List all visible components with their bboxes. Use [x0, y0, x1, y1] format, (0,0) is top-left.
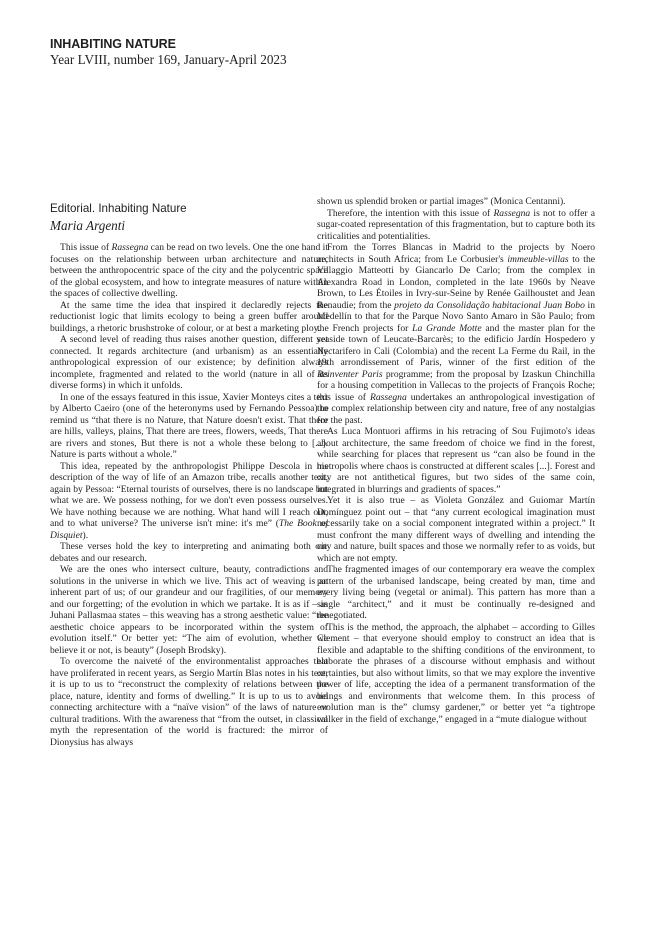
paragraph: This is the method, the approach, the alphabet – according to Gilles Clement – that everyone should employ to construct an idea that is flexible and adaptable to the shifting conditions of the environment, to elaborate the phrases of a discourse without emphasis and without certainties, but also without limits, so that we may explore the inventive power of life, accepting the idea of a permanent transformation of the beings and environments that welcome them. In this process of evolution man is the” clumsy gardener,” or better yet “a tightrope walker in the field of exchange,” engaged in a “mute dialogue without — [317, 621, 595, 725]
left-text-column — [50, 242, 328, 902]
paragraph: As Luca Montuori affirms in his retracing of Sou Fujimoto's ideas about architecture, the same freedom of choice we find in the forest, while searching for places that represent us “can also be found in the metropolis where chaos is constructed at different scales [...]. Forest and city are not antithetical figures, but two sides of the same coin, integrated in blurrings and gradients of spaces.” — [317, 426, 595, 495]
paragraph: shown us splendid broken or partial images” (Monica Centanni). — [317, 196, 566, 207]
paragraph: Yet it is also true – as Violeta González and Guiomar Martín Domínguez point out – that “any current ecological imagination must necessarily take on a social component integrated within a project.” It must confront the many different ways of dwelling and intending the city and nature, built spaces and those we normally refer to as voids, but which are not empty. — [317, 495, 595, 564]
editorial-heading: Editorial. Inhabiting Nature — [50, 202, 187, 215]
journal-issue: Year LVIII, number 169, January-April 2023 — [50, 52, 287, 67]
paragraph: In one of the essays featured in this issue, Xavier Monteys cites a text by Alberto Caeiro (one of the heteronyms used by Fernando Pessoa) to remind us “that there is no Nature, that Nature doesn't exist. That there are hills, valleys, plains, That there are trees, flowers, weeds, That there are rivers and stones, But there is not a whole these belong to [...]. Nature is parts without a whole.” — [50, 391, 328, 460]
paragraph: These verses hold the key to interpreting and animating both our debates and our research. — [50, 541, 328, 564]
paragraph: We are the ones who intersect culture, beauty, contradictions and solutions in the universe in which we live. This act of weaving is an inherent part of us; of our grandeur and our fragilities, of our memory and our forgetting; of the evolution in which we partake. It is as if – as Juhani Pallasmaa states – this weaving has a strong aesthetic value: “the aesthetic choice appears to be incorporated within the system of evolution itself.” Or better yet: “The aim of evolution, whether we believe it or not, is beauty” (Joseph Brodsky). — [50, 564, 328, 656]
paragraph: To overcome the naiveté of the environmentalist approaches that have proliferated in recent years, as Sergio Martín Blas notes in his text, it is up to us to “reconstruct the complexity of relations between the place, nature, identity and forms of dwelling.” It is up to us to avoid connecting architecture with a “naïve vision” of the laws of nature or cultural traditions. With the awareness that “from the outset, in classical myth the representation of the world is fractured: the mirror of Dionysius has always — [50, 656, 328, 748]
journal-title: INHABITING NATURE — [50, 37, 176, 51]
paragraph: From the Torres Blancas in Madrid to the projects by Noero architects in South Africa; from Le Corbusier's immeuble-villas to the Villaggio Matteotti by Giancarlo De Carlo; from the complex in Alexandra Road in London, completed in the late 1960s by Neave Brown, to Les Étoiles in Ivry-sur-Seine by Renée Gailhoustet and Jean Renaudie; from the projeto da Consolidação habitacional Juan Bobo in Medellín to that for the Parque Novo Santo Amaro in São Paulo; from the French projects for La Grande Motte and the master plan for the seaside town of Leucate-Barcarès; to the edificio Jardín Hospedero y Nectarifero in Cali (Colombia) and the recent La Ferme du Rail, in the 19th arrondissement of Paris, winner of the first edition of the Reinventer Paris programme; from the proposal by Izaskun Chinchilla for a housing competition in Vallecas to the projects of François Roche; this issue of Rassegna undertakes an anthropological investigation of the complex relationship between city and nature, free of any nostalgias for the past. — [317, 242, 595, 426]
paragraph: Therefore, the intention with this issue of Rassegna is not to offer a sugar-coated representation of this fragmentation, but to capture both its criticalities and potentialities. — [317, 207, 595, 242]
right-text-column — [317, 196, 595, 902]
paragraph: A second level of reading thus raises another question, different yet connected. It regards architecture (and urbanism) as an essentially anthropological expression of our existence; by definition always incomplete, fragmented and related to the world (nature in all of its diverse forms) in which it unfolds. — [50, 334, 328, 391]
journal-header — [50, 37, 287, 68]
paragraph: This idea, repeated by the anthropologist Philippe Descola in his description of the way of life of an Amazon tribe, recalls another text, again by Pessoa: “Eternal tourists of ourselves, there is no landscape but what we are. We possess nothing, for we don't even possess ourselves. We have nothing because we are nothing. What hand will I reach out, and to what universe? The universe isn't mine: it's me” (The Book of Disquiet). — [50, 460, 328, 541]
editorial-header — [50, 201, 312, 234]
paragraph: This issue of Rassegna can be read on two levels. One the one hand it focuses on the relationship between urban architecture and nature, between the anthropocentric space of the city and the polycentric space of the global ecosystem, and how to integrate measures of nature within the spaces of collective dwelling. — [50, 242, 328, 299]
editorial-author: Maria Argenti — [50, 218, 126, 233]
paragraph: At the same time the idea that inspired it declaredly rejects the reductionist logic that limits ecology to being a green buffer around buildings, a rhetoric brushstroke of colour, or at best a marketing ploy. — [50, 299, 328, 334]
paragraph: The fragmented images of our contemporary era weave the complex pattern of the urbanised landscape, being created by man, time and every living being (vegetal or animal). This pattern has more than a single “architect,” and it must be continually re-designed and renegotiated. — [317, 564, 595, 621]
